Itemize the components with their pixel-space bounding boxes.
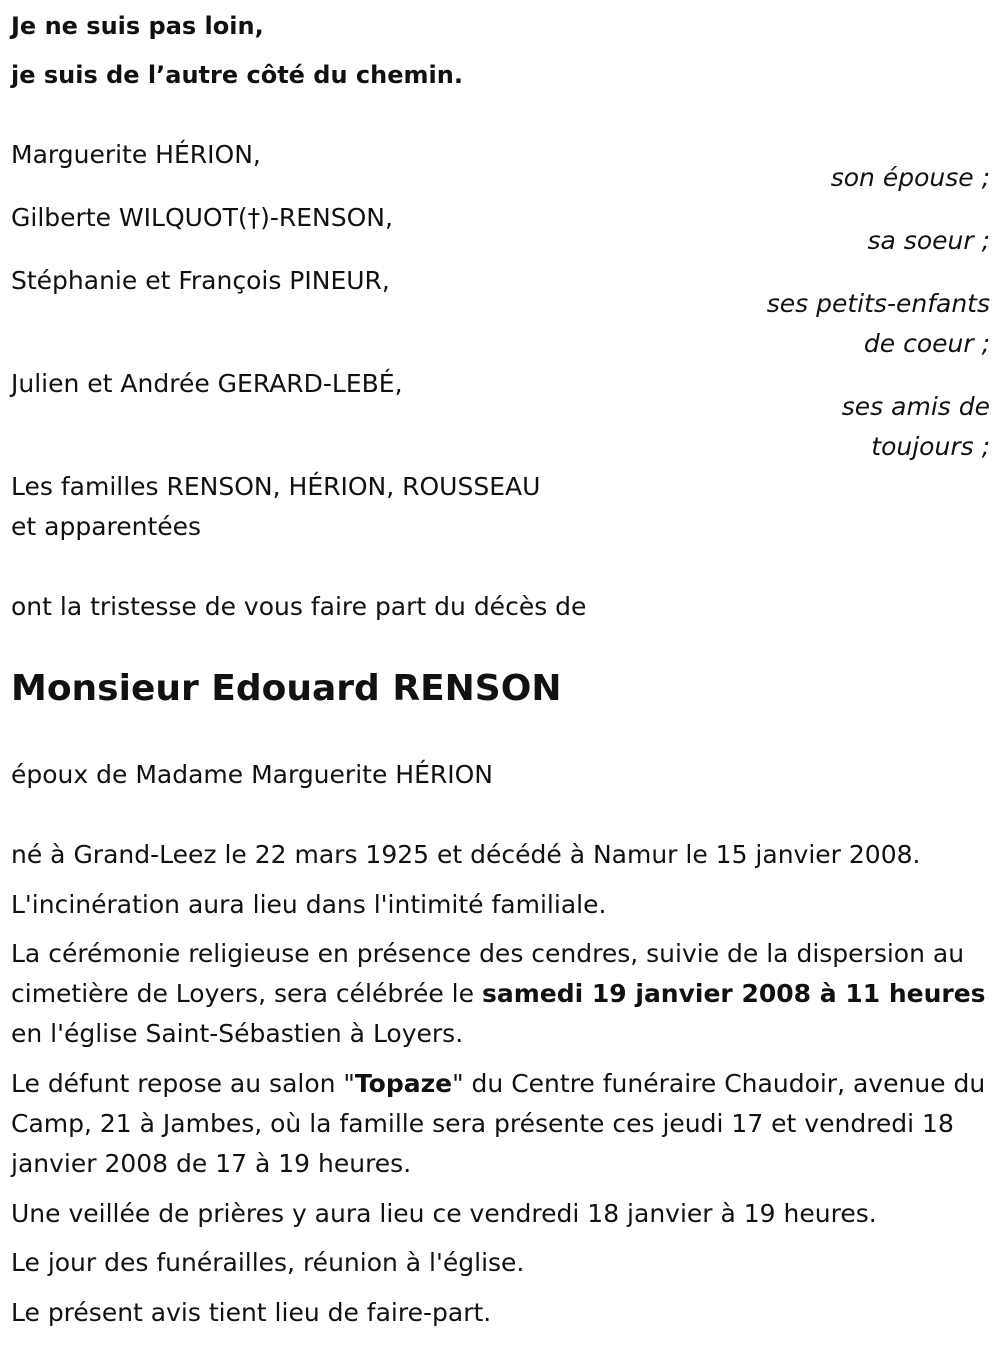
birth-death-line: né à Grand-Leez le 22 mars 1925 et décédé à Namur le 15 janvier 2008. (11, 840, 921, 869)
ceremony-date: samedi 19 janvier 2008 à 11 heures (481, 979, 986, 1008)
family-member-relation: son épouse ; (830, 163, 990, 192)
meeting-line: Le jour des funérailles, réunion à l'église. (11, 1248, 525, 1277)
family-member-name: Stéphanie et François PINEUR, (11, 266, 390, 295)
epigraph-line-2: je suis de l’autre côté du chemin. (11, 61, 463, 89)
epigraph-line-1: Je ne suis pas loin, (11, 12, 264, 40)
notice-line: Le présent avis tient lieu de faire-part. (11, 1298, 492, 1327)
deceased-name: Monsieur Edouard RENSON (11, 668, 562, 709)
vigil-line: Une veillée de prières y aura lieu ce vendredi 18 janvier à 19 heures. (11, 1199, 877, 1228)
family-member-name: Gilberte WILQUOT(†)-RENSON, (11, 203, 393, 232)
family-member-relation: sa soeur ; (867, 226, 990, 255)
family-member-relation: ses amis de (841, 392, 990, 421)
families-line-1: Les familles RENSON, HÉRION, ROUSSEAU (11, 472, 541, 501)
salon-name: Topaze (354, 1069, 453, 1098)
family-member-relation: toujours ; (871, 432, 990, 461)
family-member-name: Marguerite HÉRION, (11, 140, 261, 169)
repose-text: Le défunt repose au salon " (11, 1069, 355, 1098)
ceremony-text: La cérémonie religieuse en présence des cendres, suivie de la dispersion au cimetière de Loyers, sera célébrée le (11, 939, 965, 1008)
ceremony-paragraph (11, 934, 993, 1054)
families-line-2: et apparentées (11, 512, 202, 541)
repose-details: " du Centre funéraire Chaudoir, avenue du Camp, 21 à Jambes, où la famille sera présente ces jeudi 17 et vendredi 18 janvier 2008 de 17 à 19 heures. (11, 1069, 986, 1178)
ceremony-place: en l'église Saint-Sébastien à Loyers. (11, 1019, 464, 1048)
repose-paragraph (11, 1064, 993, 1184)
announcement-text: ont la tristesse de vous faire part du décès de (11, 592, 587, 621)
family-member-relation: ses petits-enfants (766, 289, 990, 318)
family-member-name: Julien et Andrée GERARD-LEBÉ, (11, 369, 403, 398)
cremation-line: L'incinération aura lieu dans l'intimité familiale. (11, 890, 607, 919)
spouse-line: époux de Madame Marguerite HÉRION (11, 760, 493, 789)
family-member-relation: de coeur ; (863, 329, 990, 358)
